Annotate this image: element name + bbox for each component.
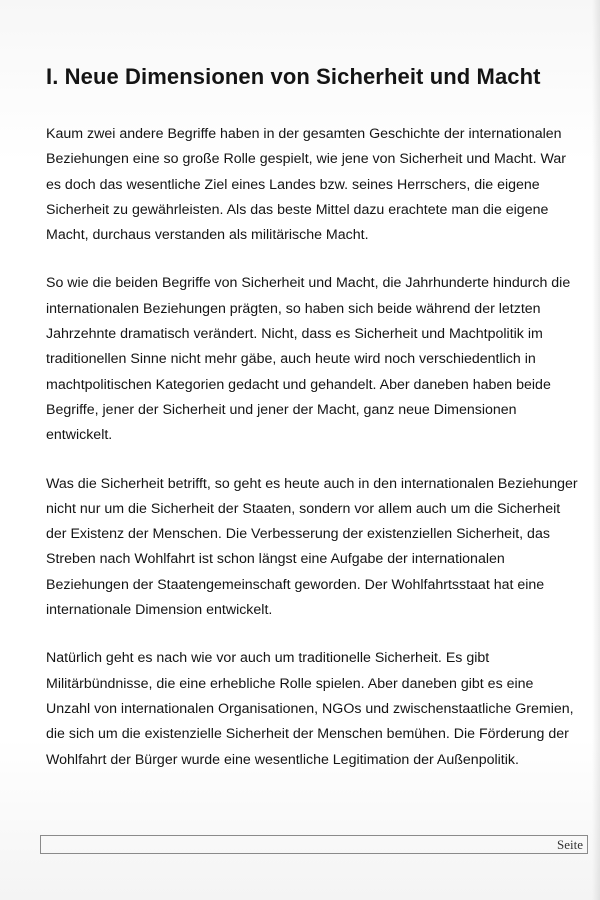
text-line: entwickelt. xyxy=(46,427,113,444)
text-line: So wie die beiden Begriffe von Sicherheit und Macht, die Jahrhunderte hindurch die xyxy=(46,275,571,292)
paragraph-4 xyxy=(46,646,594,772)
section-heading: I. Neue Dimensionen von Sicherheit und Macht xyxy=(46,64,541,89)
text-line: Was die Sicherheit betrifft, so geht es heute auch in den internationalen Beziehunger xyxy=(46,475,578,492)
page-content xyxy=(46,64,594,796)
text-line: nicht nur um die Sicherheit der Staaten, sondern vor allem auch um die Sicherheit xyxy=(46,500,561,517)
paragraph-3 xyxy=(46,472,594,624)
page-label: Seite xyxy=(557,836,583,852)
paragraph-1 xyxy=(46,122,594,248)
text-line: Wohlfahrt der Bürger wurde eine wesentliche Legitimation der Außenpolitik. xyxy=(46,751,519,768)
text-line: Natürlich geht es nach wie vor auch um traditionelle Sicherheit. Es gibt xyxy=(46,650,490,667)
text-line: Militärbündnisse, die eine erhebliche Rolle spielen. Aber daneben gibt es eine xyxy=(46,675,534,692)
text-line: Jahrzehnte dramatisch verändert. Nicht, dass es Sicherheit und Machtpolitik im xyxy=(46,326,543,343)
text-line: machtpolitischen Kategorien gedacht und gehandelt. Aber daneben haben beide xyxy=(46,376,551,393)
text-line: Macht, durchaus verstanden als militärische Macht. xyxy=(46,227,369,244)
text-line: die sich um die existenzielle Sicherheit der Menschen bemühen. Die Förderung der xyxy=(46,726,569,743)
text-line: Streben nach Wohlfahrt ist schon längst eine Aufgabe der internationalen xyxy=(46,551,505,568)
text-line: Beziehungen eine so große Rolle gespielt, wie jene von Sicherheit und Macht. War xyxy=(46,151,566,168)
paragraph-2 xyxy=(46,271,594,448)
text-line: internationale Dimension entwickelt. xyxy=(46,602,273,619)
page-footer xyxy=(40,835,588,854)
text-line: internationalen Beziehungen prägten, so haben sich beide während der letzten xyxy=(46,300,541,317)
text-line: Sicherheit zu gewährleisten. Als das beste Mittel dazu erachtete man die eigene xyxy=(46,201,549,218)
text-line: es doch das wesentliche Ziel eines Landes bzw. seines Herrschers, die eigene xyxy=(46,176,540,193)
text-line: Beziehungen der Staatengemeinschaft geworden. Der Wohlfahrtsstaat hat eine xyxy=(46,576,545,593)
text-line: traditionellen Sinne nicht mehr gäbe, auch heute wird noch verschiedentlich in xyxy=(46,351,536,368)
text-line: Kaum zwei andere Begriffe haben in der gesamten Geschichte der internationalen xyxy=(46,126,562,142)
text-line: der Existenz der Menschen. Die Verbesserung der existenziellen Sicherheit, das xyxy=(46,526,550,543)
text-line: Unzahl von internationalen Organisationen, NGOs und zwischenstaatliche Gremien, xyxy=(46,700,574,717)
text-line: Begriffe, jener der Sicherheit und jener der Macht, ganz neue Dimensionen xyxy=(46,401,517,418)
